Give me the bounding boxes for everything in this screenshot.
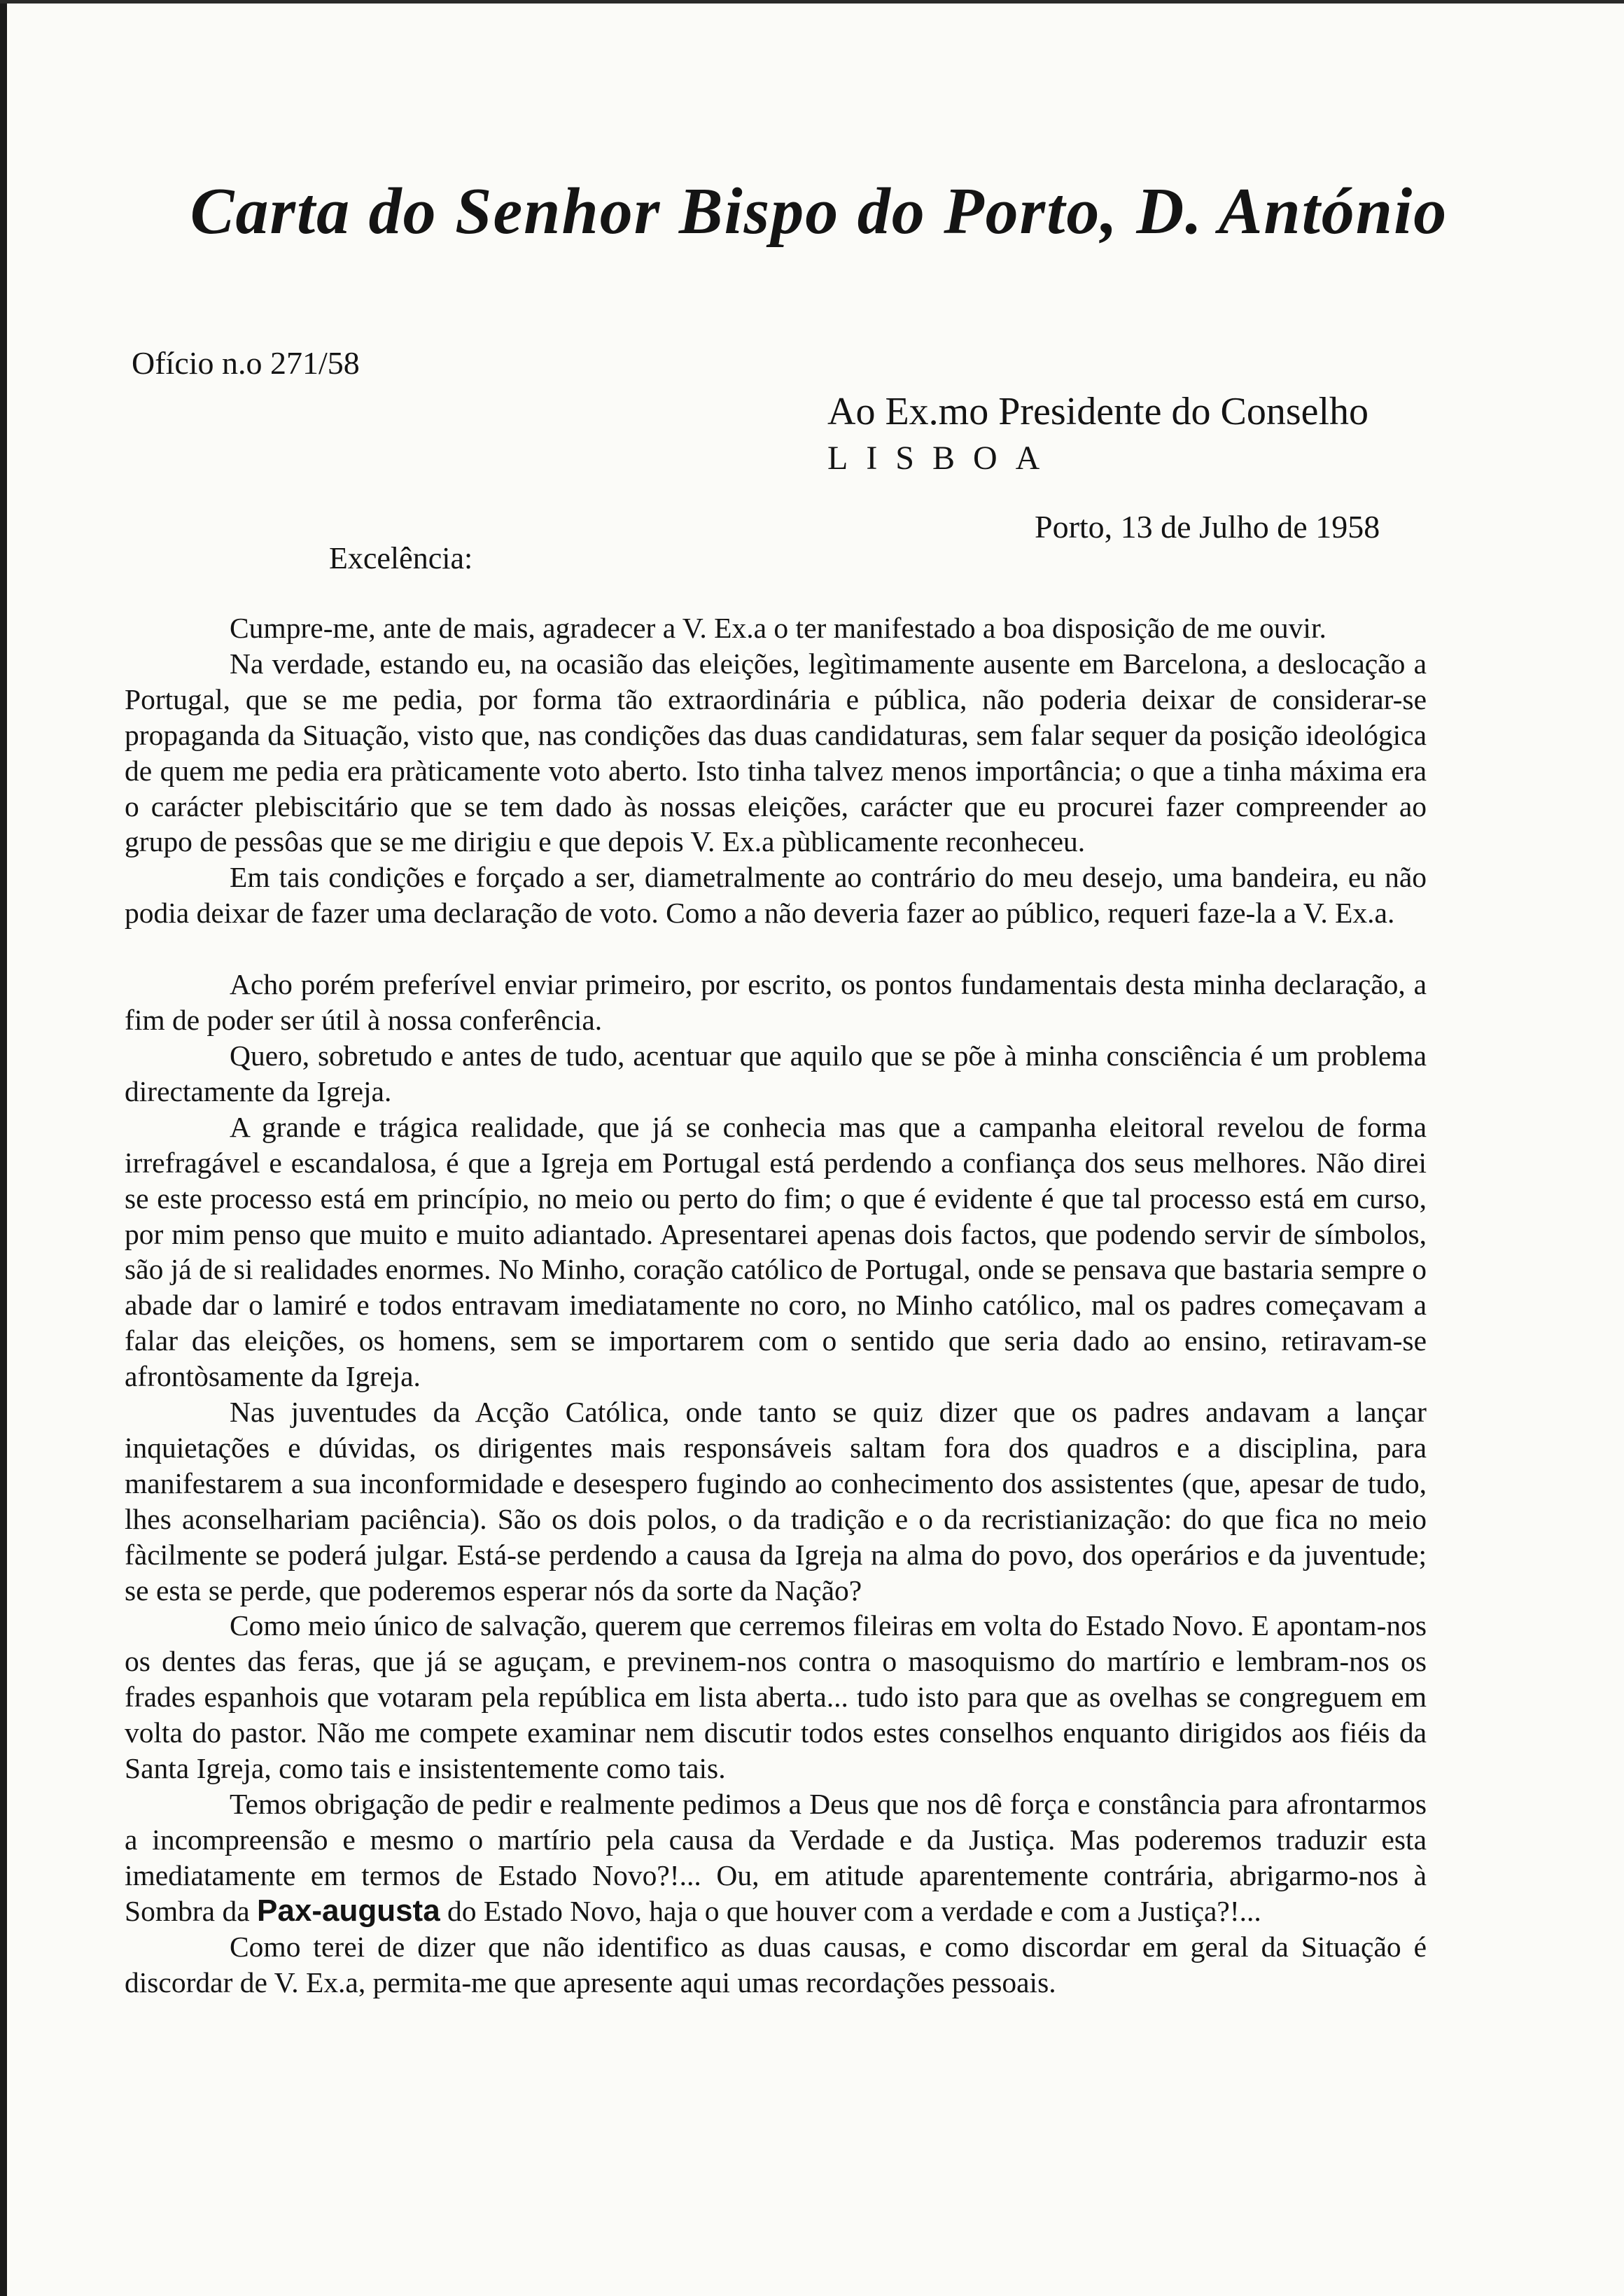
body-paragraph-7: Nas juventudes da Acção Católica, onde tanto se quiz dizer que os padres andavam a lançar inquietações e dúvidas, os dirigentes mais responsáveis saltam fora dos quadros e a disciplina, para manifestarem a sua inconformidade e desespero fugindo ao conhecimento dos assistentes (que, apesar de tudo, lhes aconselhariam paciência). São os dois polos, o da tradição e o da recristianização: do que fica no meio fàcilmente se poderá julgar. Está-se perdendo a causa da Igreja na alma do povo, dos operários e da juventude; se esta se perde, que poderemos esperar nós da sorte da Nação? <box>125 1396 1427 1606</box>
addressee-line: Ao Ex.mo Presidente do Conselho <box>827 390 1369 433</box>
salutation: Excelência: <box>329 541 473 575</box>
letter-body <box>125 610 1427 2000</box>
addressee-city: LISBOA <box>827 440 1058 477</box>
body-paragraph-1: Cumpre-me, ante de mais, agradecer a V. Ex.a o ter manifestado a boa disposição de me ouvir. <box>230 612 1326 644</box>
body-paragraph-9 <box>125 1786 1427 1929</box>
scan-left-edge <box>0 0 7 2296</box>
body-paragraph-9-end: do Estado Novo, haja o que houver com a verdade e com a Justiça?!... <box>440 1894 1261 1927</box>
letter-title: Carta do Senhor Bispo do Porto, D. António <box>190 175 1448 248</box>
body-paragraph-6: A grande e trágica realidade, que já se conhecia mas que a campanha eleitoral revelou de forma irrefragável e escandalosa, é que a Igreja em Portugal está perdendo a confiança dos seus melhores. Não direi se este processo está em princípio, no meio ou perto do fim; o que é evidente é que tal processo está em curso, por mim penso que muito e muito adiantado. Apresentarei apenas dois factos, que podendo servir de símbolos, são já de si realidades enormes. No Minho, coração católico de Portugal, onde se pensava que bastaria sempre o abade dar o lamiré e todos entravam imediatamente no coro, no Minho católico, mal os padres começavam a falar das eleições, os homens, sem se importarem com o sentido que seria dado ao ensino, retiravam-se afrontòsamente da Igreja. <box>125 1110 1427 1393</box>
body-paragraph-2: Na verdade, estando eu, na ocasião das eleições, legìtimamente ausente em Barcelona, a deslocação a Portugal, que se me pedia, por forma tão extraordinária e pública, não poderia deixar de considerar-se propaganda da Situação, visto que, nas condições das duas candidaturas, sem falar sequer da posição ideológica de quem me pedia era pràticamente voto aberto. Isto tinha talvez menos importância; o que a tinha máxima era o carácter plebiscitário que se tem dado às nossas eleições, carácter que eu procurei fazer compreender ao grupo de pessôas que se me dirigiu e que depois V. Ex.a pùblicamente reconheceu. <box>125 647 1427 858</box>
pax-augusta-emphasis: Pax-augusta <box>257 1893 440 1928</box>
office-reference: Ofício n.o 271/58 <box>132 345 360 381</box>
body-paragraph-5: Quero, sobretudo e antes de tudo, acentuar que aquilo que se põe à minha consciência é um problema directamente da Igreja. <box>125 1039 1427 1107</box>
body-paragraph-8: Como meio único de salvação, querem que cerremos fileiras em volta do Estado Novo. E apontam-nos os dentes das feras, que já se aguçam, e previnem-nos contra o masoquismo do martírio e lembram-nos os frades espanhois que votaram pela república em lista aberta... tudo isto para que as ovelhas se congreguem em volta do pastor. Não me compete examinar nem discutir todos estes conselhos enquanto dirigidos aos fiéis da Santa Igreja, como tais e insistentemente como tais. <box>125 1609 1427 1785</box>
body-paragraph-9-start: Temos obrigação de pedir e realmente pedimos a Deus que nos dê força e constância para afrontarmos a incompreensão e mesmo o martírio pela causa da Verdade e da Justiça. Mas poderemos traduzir esta imediatamente em termos de Estado Novo?!... Ou, em atitude aparentemente contrária, abrigarmo-nos à Sombra da <box>125 1788 1427 1927</box>
body-paragraph-10: Como terei de dizer que não identifico as duas causas, e como discordar em geral da Situação é discordar de V. Ex.a, permita-me que apresente aqui umas recordações pessoais. <box>125 1930 1427 1998</box>
body-paragraph-3: Em tais condições e forçado a ser, diametralmente ao contrário do meu desejo, uma bandeira, eu não podia deixar de fazer uma declaração de voto. Como a não deveria fazer ao público, requeri faze-la a V. Ex.a. <box>125 861 1427 930</box>
dateline: Porto, 13 de Julho de 1958 <box>1035 509 1380 545</box>
body-paragraph-4: Acho porém preferível enviar primeiro, por escrito, os pontos fundamentais desta minha declaração, a fim de poder ser útil à nossa conferência. <box>125 968 1427 1037</box>
scan-top-edge <box>0 0 1624 4</box>
